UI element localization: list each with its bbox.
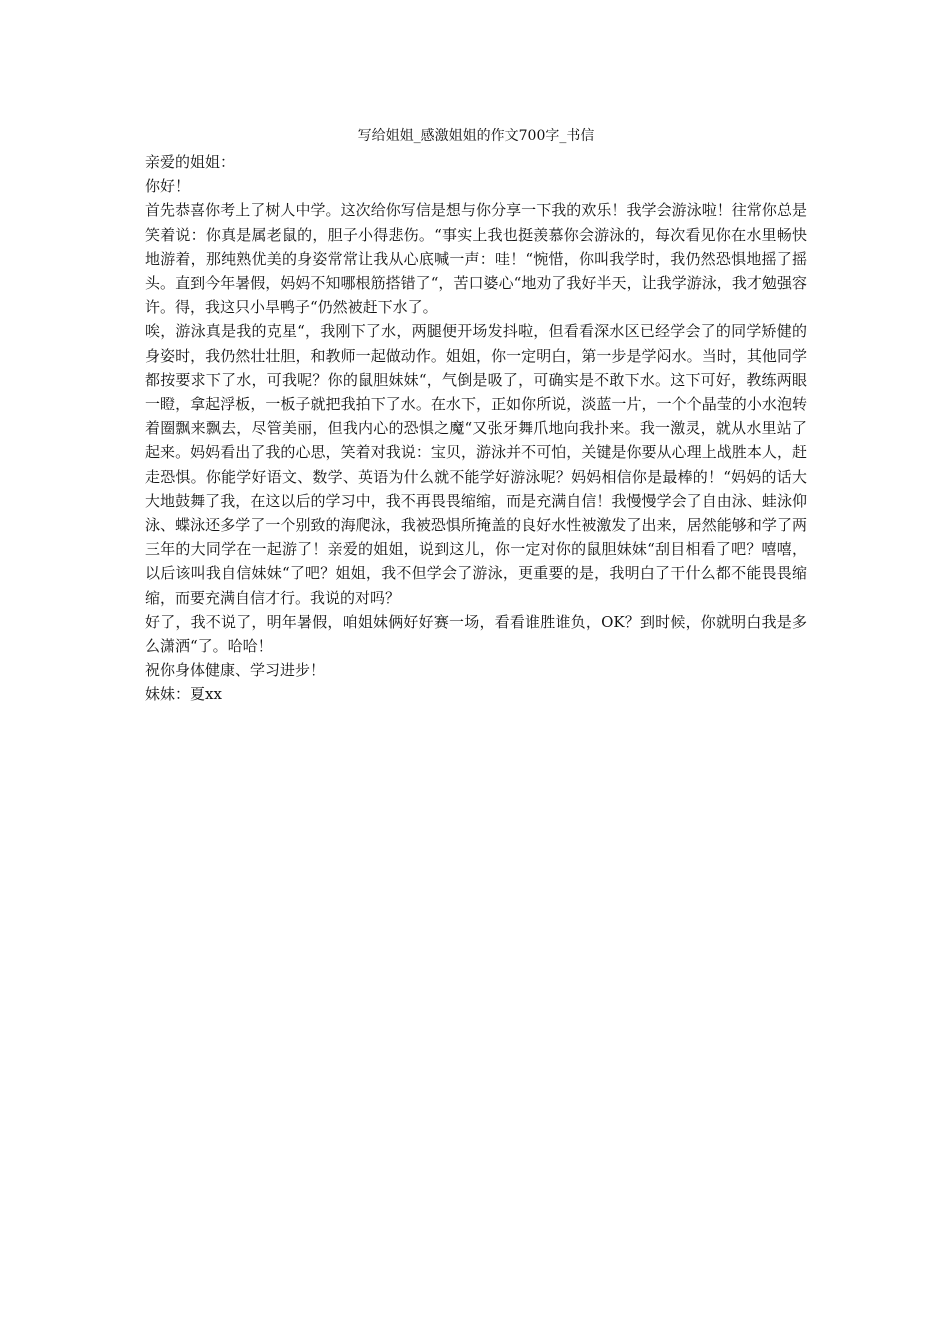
salutation: 亲爱的姐姐： [145,153,236,171]
document-page [145,122,807,707]
closing-wish: 祝你身体健康、学习进步！ [145,661,326,680]
body-paragraph-1: 首先恭喜你考上了树人中学。这次给你写信是想与你分享一下我的欢乐！我学会游泳啦！往常你总是笑着说：你真是属老鼠的，胆子小得悲伤。“事实上我也挺羡慕你会游泳的，每次看见你在水里畅快地游着，那纯熟优美的身姿常常让我从心底喊一声：哇！“惋惜，你叫我学时，我仍然恐惧地摇了摇头。直到今年暑假，妈妈不知哪根筋搭错了“，苦口婆心“地劝了我好半天，让我学游泳，我才勉强容许。得，我这只小旱鸭子“仍然被赶下水了。 [145,201,807,317]
greeting: 你好！ [145,177,191,196]
body-paragraph-2: 唉，游泳真是我的克星“，我刚下了水，两腿便开场发抖啦，但看看深水区已经学会了的同学矫健的身姿时，我仍然壮壮胆，和教师一起做动作。姐姐，你一定明白，第一步是学闷水。当时，其他同学都按要求下了水，可我呢？你的鼠胆妹妹“，气倒是吸了，可确实是不敢下水。这下可好，教练两眼一瞪，拿起浮板，一板子就把我拍下了水。在水下，正如你所说，淡蓝一片，一个个晶莹的小水泡转着圈飘来飘去，尽管美丽，但我内心的恐惧之魔“又张牙舞爪地向我扑来。我一激灵，就从水里站了起来。妈妈看出了我的心思，笑着对我说：宝贝，游泳并不可怕，关键是你要从心理上战胜本人，赶走恐惧。你能学好语文、数学、英语为什么就不能学好游泳呢？妈妈相信你是最棒的！“妈妈的话大大地鼓舞了我，在这以后的学习中，我不再畏畏缩缩，而是充满自信！我慢慢学会了自由泳、蛙泳仰泳、蝶泳还多学了一个别致的海爬泳，我被恐惧所掩盖的良好水性被激发了出来，居然能够和学了两三年的大同学在一起游了！亲爱的姐姐，说到这儿，你一定对你的鼠胆妹妹“刮目相看了吧？嘻嘻，以后该叫我自信妹妹“了吧？姐姐，我不但学会了游泳，更重要的是，我明白了干什么都不能畏畏缩缩，而要充满自信才行。我说的对吗？ [145,322,807,607]
body-paragraph-3: 好了，我不说了，明年暑假，咱姐妹俩好好赛一场，看看谁胜谁负，OK？到时候，你就明白我是多么潇洒“了。哈哈！ [145,612,807,656]
document-title: 写给姐姐_感激姐姐的作文700字_书信 [357,128,595,144]
signature: 妹妹：夏xx [145,685,222,704]
